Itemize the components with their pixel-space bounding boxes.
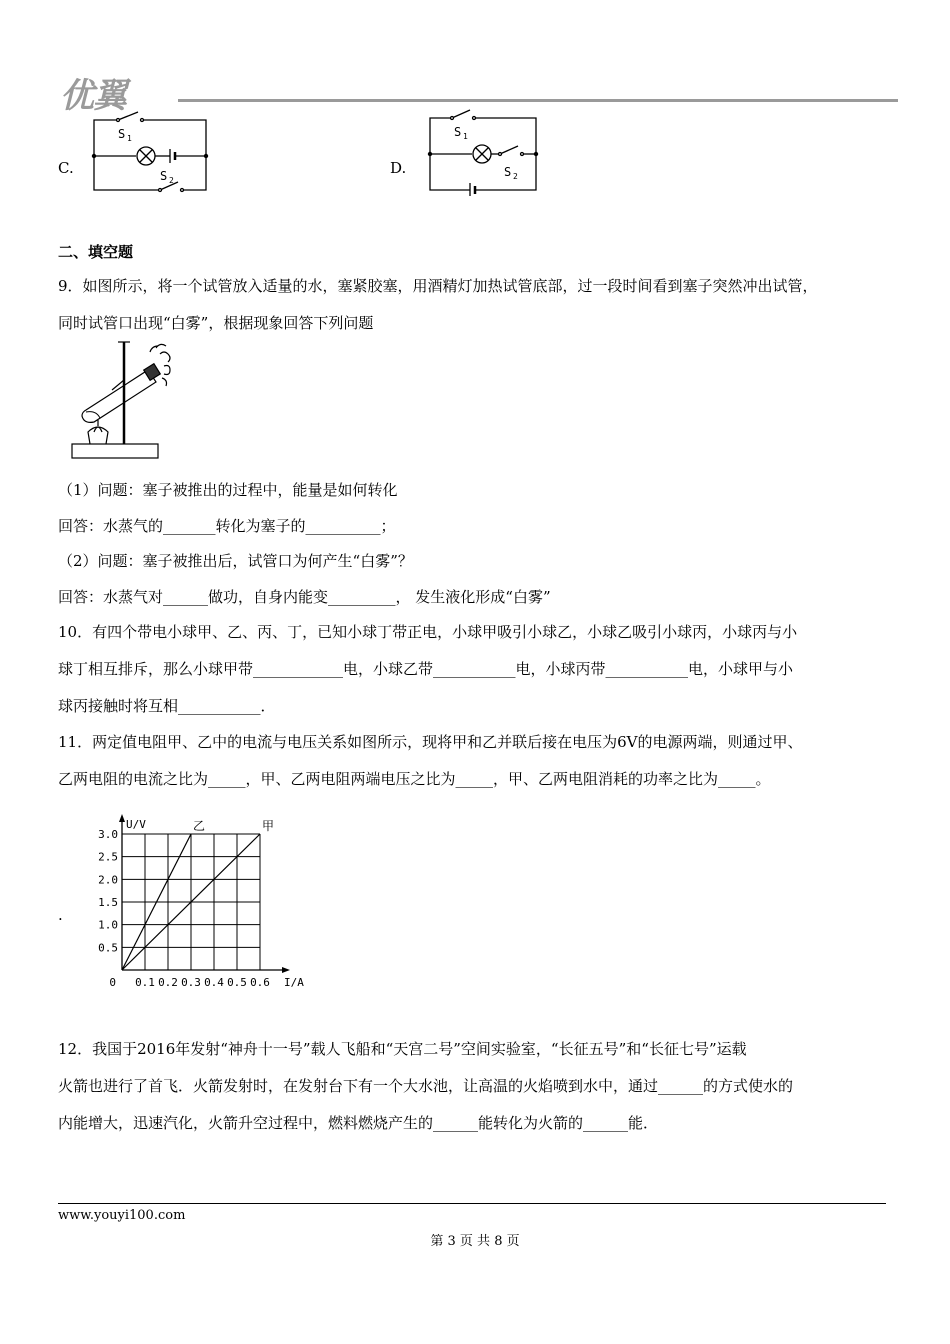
- circuit-diagram-c: [88, 108, 213, 194]
- header-rule: [178, 99, 898, 102]
- switch-s1-subscript: 1: [127, 134, 132, 143]
- option-c-label: C.: [58, 159, 74, 177]
- option-d-label: D.: [390, 159, 407, 177]
- q9-line-2: 同时试管口出现“白雾”，根据现象回答下列问题: [58, 314, 374, 332]
- q9-answer-2: 回答：水蒸气对______做功，自身内能变_________， 发生液化形成“白雾”: [58, 588, 551, 606]
- y-axis-arrow: [119, 814, 125, 822]
- switch-s2-subscript: 2: [169, 176, 174, 185]
- q9-answer-1: 回答：水蒸气的_______转化为塞子的__________；: [58, 517, 396, 535]
- y-tick-label: 1.5: [98, 896, 118, 909]
- switch-s1-label: S: [118, 127, 126, 141]
- x-tick-label: 0.6: [250, 976, 270, 989]
- q9-question-2: （2）问题：塞子被推出后，试管口为何产生“白雾”？: [58, 552, 413, 570]
- q12-line-2: 火箭也进行了首飞．火箭发射时，在发射台下有一个大水池，让高温的火焰喷到水中，通过______的方式使水的: [58, 1077, 794, 1095]
- brand-logo: 优翼: [60, 76, 126, 116]
- switch-s1-subscript: 1: [463, 132, 468, 141]
- circuit-diagram-d: [424, 104, 546, 196]
- series-label: 乙: [193, 819, 206, 833]
- switch-s2-label: S: [504, 165, 512, 179]
- q12-line-1: 12．我国于2016年发射“神舟十一号”载人飞船和“天宫二号”空间实验室，“长征五号”和“长征七号”运载: [58, 1040, 747, 1058]
- y-tick-label: 0.5: [98, 941, 118, 955]
- q10-line-1: 10．有四个带电小球甲、乙、丙、丁，已知小球丁带正电，小球甲吸引小球乙，小球乙吸引小球丙，小球丙与小: [58, 623, 798, 641]
- y-axis-label: U/V: [126, 818, 146, 831]
- q11-line-1: 11．两定值电阻甲、乙中的电流与电压关系如图所示，现将甲和乙并联后接在电压为6V的电源两端，则通过甲、: [58, 733, 803, 751]
- x-tick-label: 0: [109, 976, 116, 989]
- footer-url[interactable]: www.youyi100.com: [58, 1208, 186, 1223]
- switch-s1-label: S: [454, 125, 462, 139]
- q10-line-3: 球丙接触时将互相___________．: [58, 697, 276, 715]
- x-tick-label: 0.4: [204, 976, 224, 989]
- q9-line-1: 9．如图所示，将一个试管放入适量的水，塞紧胶塞，用酒精灯加热试管底部，过一段时间看到塞子突然冲出试管，: [58, 277, 818, 295]
- x-axis-arrow: [282, 967, 290, 973]
- x-axis-label: I/A: [284, 976, 304, 989]
- test-tube-experiment-figure: [66, 340, 176, 464]
- section-title: 二、填空题: [58, 243, 134, 261]
- y-tick-label: 2.0: [98, 873, 118, 887]
- y-tick-label: 3.0: [98, 828, 118, 841]
- x-tick-label: 0.5: [227, 976, 247, 989]
- y-tick-label: 2.5: [98, 850, 118, 864]
- u-i-graph: [84, 812, 304, 992]
- q11-figure-dot: .: [58, 906, 63, 924]
- y-tick-label: 1.0: [98, 918, 118, 932]
- x-tick-label: 0.1: [135, 976, 155, 989]
- switch-s2-subscript: 2: [513, 172, 518, 181]
- q12-line-3: 内能增大，迅速汽化，火箭升空过程中，燃料燃烧产生的______能转化为火箭的______能．: [58, 1114, 659, 1132]
- q11-line-2: 乙两电阻的电流之比为_____，甲、乙两电阻两端电压之比为_____，甲、乙两电阻消耗的功率之比为_____。: [58, 770, 771, 788]
- series-label: 甲: [262, 819, 275, 833]
- q9-question-1: （1）问题：塞子被推出的过程中，能量是如何转化: [58, 481, 398, 499]
- footer-rule: [58, 1203, 886, 1204]
- x-tick-label: 0.2: [158, 976, 178, 989]
- switch-s2-label: S: [160, 169, 168, 183]
- x-tick-label: 0.3: [181, 976, 201, 989]
- q10-line-2: 球丁相互排斥，那么小球甲带____________电，小球乙带___________电，小球丙带___________电，小球甲与小: [58, 660, 794, 678]
- page-number: 第 3 页 共 8 页: [430, 1234, 520, 1249]
